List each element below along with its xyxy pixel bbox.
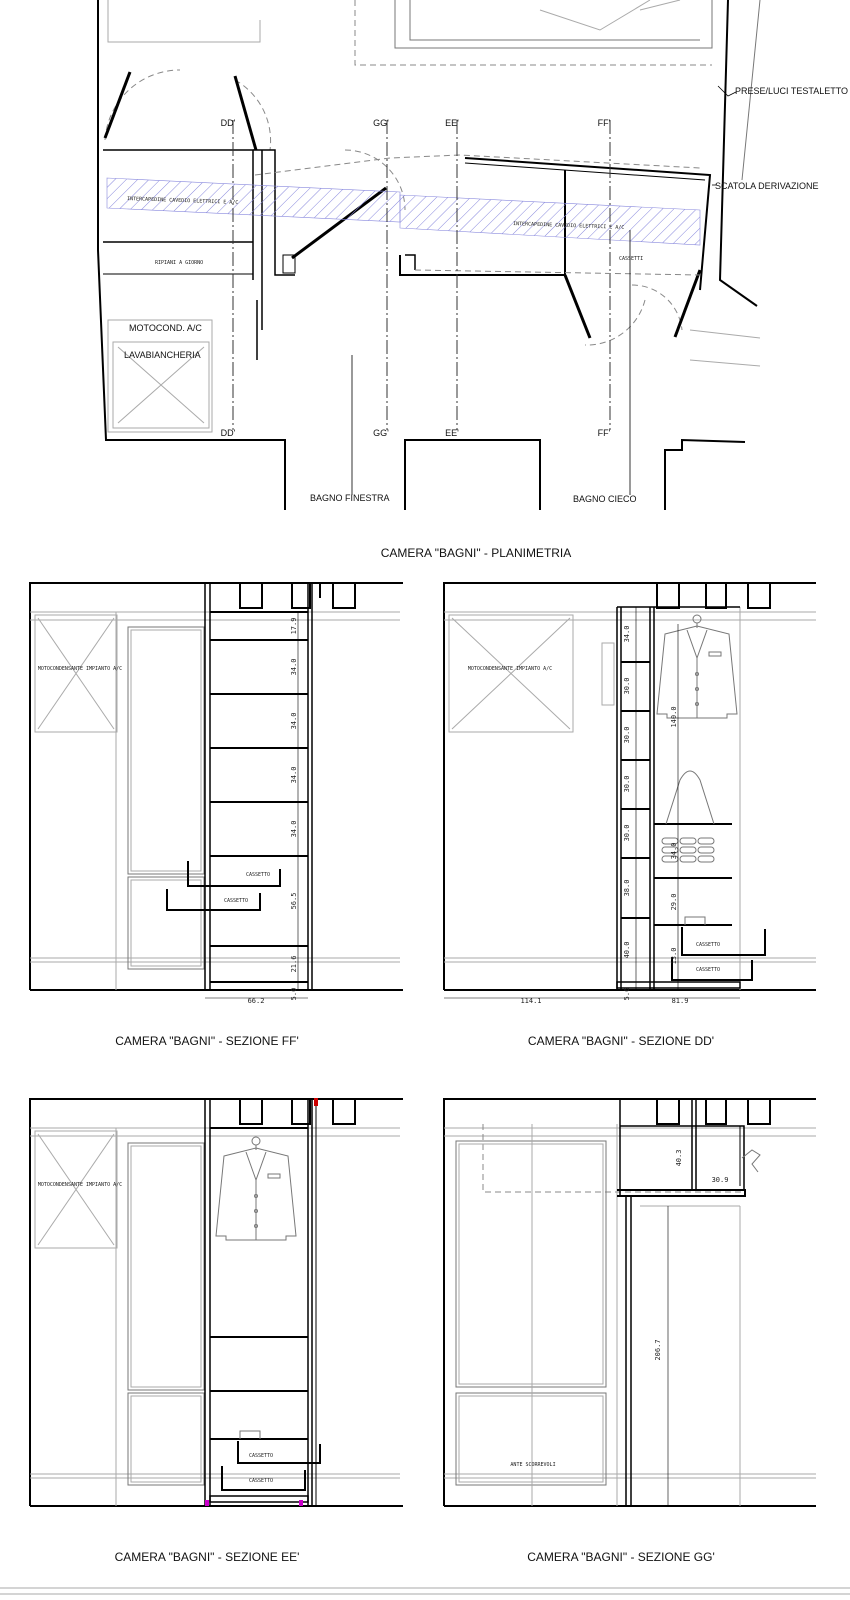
section-ff: [30, 583, 403, 1048]
intercapedine-right-label: INTERCAPEDINE CAVEDIO ELETTRICI E A/C: [512, 221, 625, 231]
ff-width-dim: 66.2: [247, 997, 265, 1005]
section-ff-title: CAMERA "BAGNI" - SEZIONE FF': [115, 1034, 299, 1048]
dd-drawer-2-label: CASSETTO: [695, 967, 721, 973]
ff-dim-2: 34.0: [290, 658, 298, 676]
dd-dim-l3: 30.0: [623, 726, 631, 744]
ff-drawer-2-label: CASSETTO: [223, 898, 249, 904]
bagno-finestra-label: BAGNO FINESTRA: [310, 493, 390, 503]
ff-dim-6: 56.5: [290, 892, 298, 910]
section-ee: [30, 1098, 403, 1564]
section-mark-gg-bottom: GG': [373, 428, 389, 438]
ff-dim-7: 21.6: [290, 955, 298, 973]
section-mark-ee-top: EE': [445, 118, 459, 128]
section-mark-ee-bottom: EE': [445, 428, 459, 438]
section-dd: [444, 583, 816, 1048]
dd-dim-l1: 34.0: [623, 625, 631, 643]
section-mark-dd-top: DD': [220, 118, 236, 128]
ff-dim-5: 34.0: [290, 820, 298, 838]
dd-width-left: 114.1: [520, 997, 542, 1005]
ff-motocond-label: MOTOCONDENSANTE IMPIANTO A/C: [37, 666, 123, 672]
ee-jacket-icon: [216, 1137, 296, 1240]
gg-dim-3: 206.7: [654, 1339, 662, 1361]
dd-dim-r3: 29.0: [670, 893, 678, 911]
gg-ante-label: ANTE SCORREVOLI: [510, 1462, 556, 1468]
dd-dim-r4: 13.0: [670, 947, 678, 965]
dd-drawer-1-label: CASSETTO: [695, 942, 721, 948]
ff-dim-3: 34.0: [290, 712, 298, 730]
section-dd-title: CAMERA "BAGNI" - SEZIONE DD': [527, 1034, 715, 1048]
ee-motocond-label: MOTOCONDENSANTE IMPIANTO A/C: [37, 1182, 123, 1188]
section-gg: [444, 1099, 816, 1564]
prese-luci-callout: PRESE/LUCI TESTALETTO: [735, 86, 849, 96]
gg-dim-1: 40.3: [675, 1149, 683, 1167]
lavabiancheria-label: LAVABIANCHERIA: [124, 350, 201, 360]
ff-dim-1: 17.9: [290, 617, 298, 635]
ripiani-label: RIPIANI A GIORNO: [155, 260, 204, 266]
dd-width-right: 81.9: [671, 997, 689, 1005]
section-gg-title: CAMERA "BAGNI" - SEZIONE GG': [527, 1550, 715, 1564]
dd-dim-l8: 5.6: [623, 987, 631, 1001]
motocond-label: MOTOCOND. A/C: [129, 323, 202, 333]
ff-drawer-1-label: CASSETTO: [245, 872, 271, 878]
dd-jacket-icon: [657, 615, 737, 718]
dd-dim-l4: 30.0: [623, 775, 631, 793]
section-mark-gg-top: GG': [373, 118, 389, 128]
intercapedine-left-label: INTERCAPEDINE CAVEDIO ELETTRICI E A/C: [126, 196, 239, 206]
ff-dim-4: 34.0: [290, 766, 298, 784]
section-mark-ff-bottom: FF': [597, 428, 611, 438]
dd-dim-l2: 30.0: [623, 677, 631, 695]
dd-dim-r1: 140.0: [670, 706, 678, 728]
plan-title: CAMERA "BAGNI" - PLANIMETRIA: [380, 546, 572, 560]
ee-drawer-2-label: CASSETTO: [248, 1478, 274, 1484]
dd-dim-l7: 40.0: [623, 941, 631, 959]
gg-dim-2: 30.9: [711, 1176, 729, 1184]
dd-dim-l5: 30.0: [623, 824, 631, 842]
scatola-derivazione-callout: SCATOLA DERIVAZIONE: [715, 181, 819, 191]
ee-drawer-1-label: CASSETTO: [248, 1453, 274, 1459]
cassetti-label: CASSETTI: [619, 256, 644, 262]
dd-dim-l6: 38.0: [623, 879, 631, 897]
dd-motocond-label: MOTOCONDENSANTE IMPIANTO A/C: [467, 666, 553, 672]
ff-dim-8: 5.0: [290, 987, 298, 1001]
section-mark-ff-top: FF': [597, 118, 611, 128]
dd-dim-r2: 34.0: [670, 842, 678, 860]
plan-view: [98, 0, 848, 560]
section-ee-title: CAMERA "BAGNI" - SEZIONE EE': [114, 1550, 300, 1564]
bagno-cieco-label: BAGNO CIECO: [573, 494, 637, 504]
section-mark-dd-bottom: DD': [220, 428, 236, 438]
